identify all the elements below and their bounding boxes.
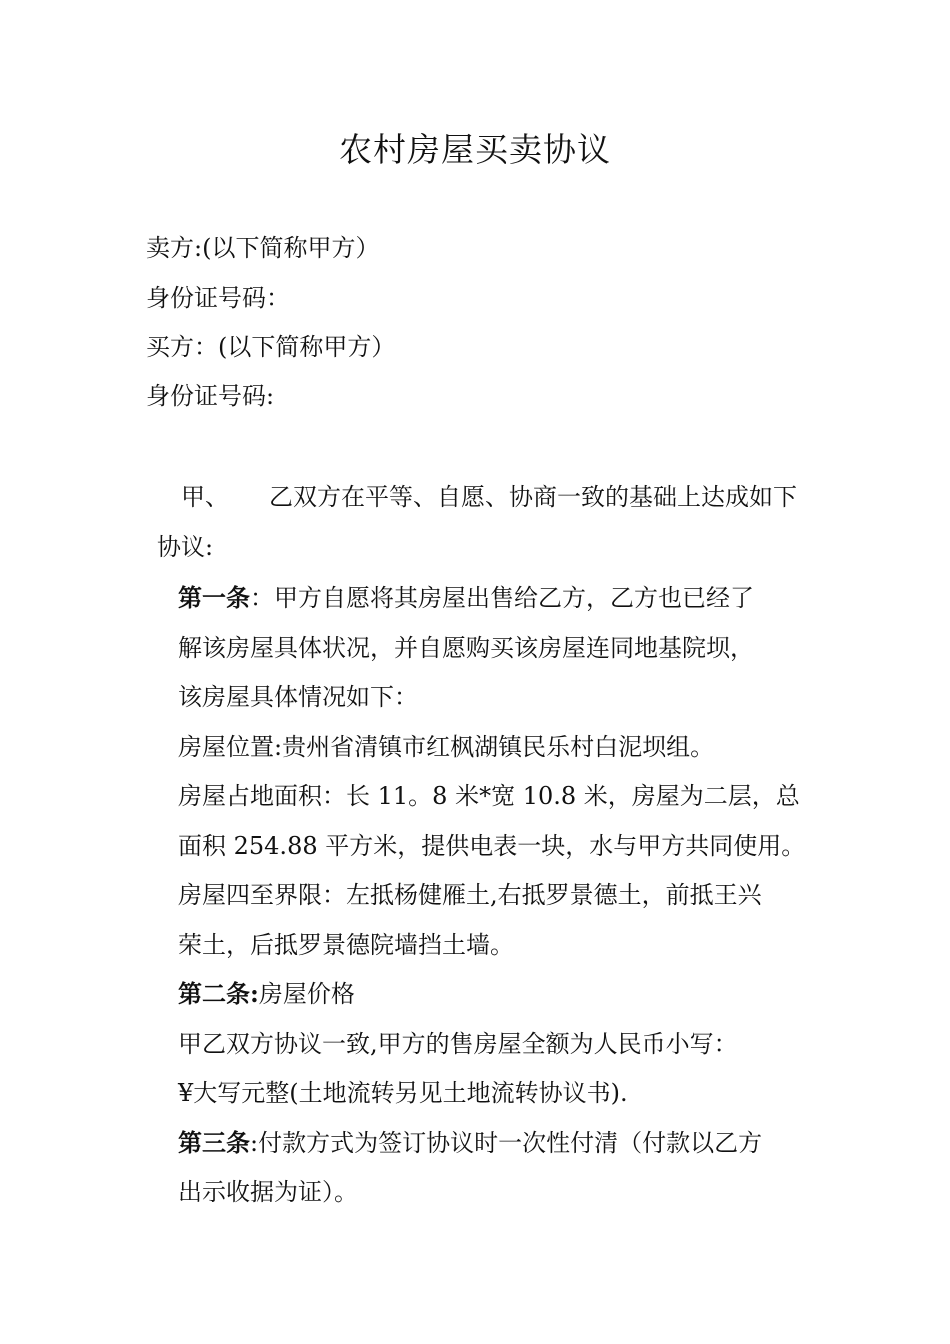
article2-heading: 第二条: (178, 979, 259, 1008)
article1-line-3: 该房屋具体情况如下： (178, 683, 418, 711)
intro-line-1 (157, 481, 797, 513)
buyer-line: 买方：(以下简称甲方） (146, 333, 396, 361)
article3-line-2: 出示收据为证）。 (178, 1178, 358, 1206)
article2-line-2: 甲乙双方协议一致,甲方的售房屋全额为人民币小写： (178, 1030, 738, 1058)
article1-line1-text: ：甲方自愿将其房屋出售给乙方，乙方也已经了 (250, 584, 754, 612)
intro-line-2: 协议: (157, 533, 214, 561)
article1-heading: 第一条 (178, 583, 250, 612)
article3-line-1 (178, 1127, 762, 1159)
buyer-id-line: 身份证号码: (146, 382, 275, 410)
intro-part-a: 甲、 (181, 483, 229, 511)
seller-line: 卖方:(以下简称甲方） (146, 234, 380, 262)
document-title: 农村房屋买卖协议 (339, 130, 611, 169)
house-location-line: 房屋位置:贵州省清镇市红枫湖镇民乐村白泥坝组。 (178, 733, 715, 761)
house-boundary-line-1: 房屋四至界限：左抵杨健雁土,右抵罗景德土，前抵王兴 (178, 881, 762, 909)
article2-line-1 (178, 978, 355, 1010)
article3-line1-text: :付款方式为签订协议时一次性付清（付款以乙方 (250, 1129, 763, 1157)
house-boundary-line-2: 荣土，后抵罗景德院墙挡土墙。 (178, 931, 514, 959)
intro-part-b: 乙双方在平等、自愿、协商一致的基础上达成如下 (269, 483, 797, 511)
article2-heading-text: 房屋价格 (258, 980, 355, 1008)
article3-heading: 第三条 (178, 1128, 250, 1157)
article1-line-1 (178, 582, 754, 614)
house-area-line-2: 面积 254.88 平方米，提供电表一块，水与甲方共同使用。 (178, 832, 806, 860)
article2-line-3: ¥大写元整(土地流转另见土地流转协议书). (178, 1079, 628, 1107)
article1-line-2: 解该房屋具体状况，并自愿购买该房屋连同地基院坝， (178, 634, 754, 662)
seller-id-line: 身份证号码： (146, 284, 290, 312)
house-area-line-1: 房屋占地面积：长 11。8 米*宽 10.8 米，房屋为二层，总 (178, 782, 800, 810)
